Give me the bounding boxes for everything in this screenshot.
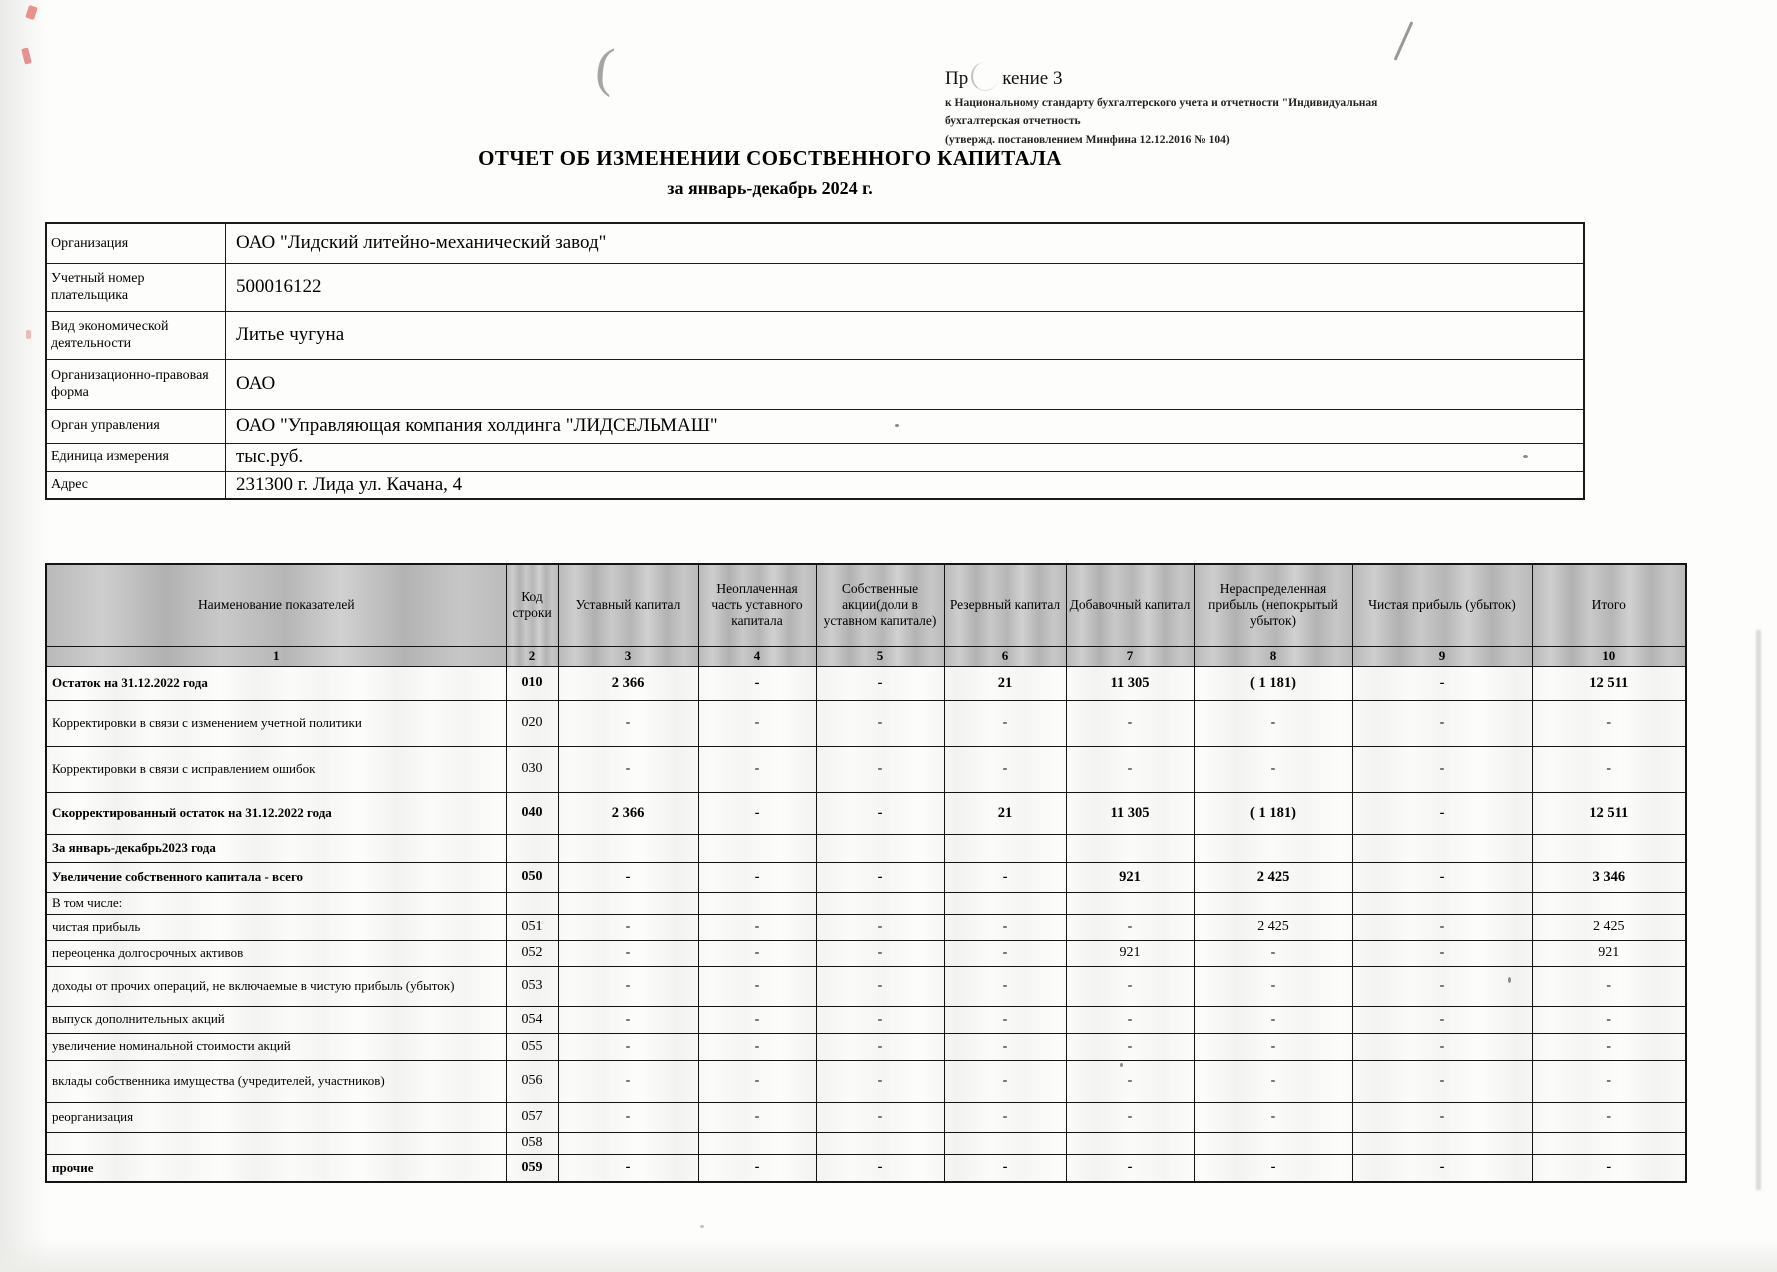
row-code	[506, 892, 558, 914]
info-row	[46, 471, 1584, 499]
row-label: За январь-декабрь2023 года	[46, 834, 506, 862]
row-value	[1194, 1132, 1352, 1154]
column-header: Чистая прибыль (убыток)	[1352, 564, 1532, 646]
column-number: 5	[816, 646, 944, 666]
info-label: Организация	[46, 223, 226, 263]
row-value	[1194, 834, 1352, 862]
row-value: -	[1532, 746, 1686, 792]
row-value: -	[816, 966, 944, 1006]
row-value: -	[1532, 1154, 1686, 1182]
row-label: Корректировки в связи с исправлением ошибок	[46, 746, 506, 792]
table-row	[46, 1132, 1686, 1154]
row-value: -	[698, 862, 816, 892]
row-value: -	[1532, 966, 1686, 1006]
row-value: -	[944, 1006, 1066, 1033]
row-value: -	[698, 1102, 816, 1132]
column-number: 9	[1352, 646, 1532, 666]
info-label: Вид экономической деятельности	[46, 311, 226, 359]
info-value: 231300 г. Лида ул. Качана, 4	[226, 471, 1585, 499]
row-value: -	[944, 1060, 1066, 1102]
table-row	[46, 700, 1686, 746]
row-value: -	[558, 1060, 698, 1102]
column-number: 3	[558, 646, 698, 666]
scan-red-mark	[26, 330, 31, 339]
row-value: -	[558, 914, 698, 940]
row-value: -	[1352, 746, 1532, 792]
row-value	[1352, 834, 1532, 862]
row-code: 058	[506, 1132, 558, 1154]
row-value: -	[698, 1033, 816, 1060]
info-row	[46, 409, 1584, 443]
row-code: 010	[506, 666, 558, 700]
info-label: Единица измерения	[46, 443, 226, 471]
row-value: -	[1194, 1154, 1352, 1182]
row-value: -	[698, 746, 816, 792]
row-value	[1352, 1132, 1532, 1154]
row-value: -	[944, 746, 1066, 792]
main-table-head	[46, 564, 1686, 666]
row-value: -	[944, 914, 1066, 940]
row-value: -	[1194, 940, 1352, 966]
row-value: 2 425	[1532, 914, 1686, 940]
row-code: 056	[506, 1060, 558, 1102]
row-value: -	[944, 1102, 1066, 1132]
row-code: 052	[506, 940, 558, 966]
row-value: -	[698, 792, 816, 834]
row-value: -	[816, 940, 944, 966]
row-value: -	[558, 1006, 698, 1033]
row-value: -	[816, 700, 944, 746]
row-value: -	[816, 746, 944, 792]
pen-stroke-artifact	[1394, 21, 1414, 61]
row-value: -	[944, 1154, 1066, 1182]
row-value: ( 1 181)	[1194, 792, 1352, 834]
table-row	[46, 862, 1686, 892]
report-period: за январь-декабрь 2024 г.	[667, 178, 873, 198]
row-value: -	[1194, 700, 1352, 746]
row-value: -	[944, 700, 1066, 746]
row-value: 921	[1066, 862, 1194, 892]
row-value	[816, 1132, 944, 1154]
row-value: -	[816, 792, 944, 834]
appendix-note	[945, 62, 1545, 149]
row-value: 21	[944, 792, 1066, 834]
row-label: доходы от прочих операций, не включаемые в чистую прибыль (убыток)	[46, 966, 506, 1006]
row-value: -	[558, 940, 698, 966]
row-value	[1532, 1132, 1686, 1154]
row-value	[1066, 892, 1194, 914]
row-value: 3 346	[1532, 862, 1686, 892]
info-value: ОАО "Лидский литейно-механический завод"	[226, 223, 1585, 263]
row-value: -	[1194, 1060, 1352, 1102]
row-label: переоценка долгосрочных активов	[46, 940, 506, 966]
info-table	[45, 222, 1585, 500]
row-code: 020	[506, 700, 558, 746]
row-value: 12 511	[1532, 792, 1686, 834]
table-row	[46, 834, 1686, 862]
row-value: -	[698, 966, 816, 1006]
info-label: Организационно-правовая форма	[46, 359, 226, 409]
row-label: Скорректированный остаток на 31.12.2022 года	[46, 792, 506, 834]
column-header: Собственные акции(доли в уставном капитале)	[816, 564, 944, 646]
info-row	[46, 359, 1584, 409]
table-row	[46, 792, 1686, 834]
table-row	[46, 1102, 1686, 1132]
row-value: -	[558, 1033, 698, 1060]
column-number: 10	[1532, 646, 1686, 666]
row-value: -	[1066, 1033, 1194, 1060]
info-table-body	[46, 223, 1584, 499]
row-label	[46, 1132, 506, 1154]
report-heading	[0, 146, 1540, 199]
row-value: -	[1066, 1060, 1194, 1102]
table-row	[46, 1060, 1686, 1102]
row-value: -	[698, 700, 816, 746]
info-value: ОАО "Управляющая компания холдинга "ЛИДСЕЛЬМАШ"	[226, 409, 1585, 443]
row-value	[698, 1132, 816, 1154]
column-numbers-row	[46, 646, 1686, 666]
row-value: -	[1066, 700, 1194, 746]
row-value	[1194, 892, 1352, 914]
column-headers-row	[46, 564, 1686, 646]
row-code: 057	[506, 1102, 558, 1132]
column-number: 2	[506, 646, 558, 666]
row-label: Корректировки в связи с изменением учетной политики	[46, 700, 506, 746]
row-value: -	[816, 1060, 944, 1102]
row-value: -	[1352, 940, 1532, 966]
row-value: -	[698, 1006, 816, 1033]
row-value	[944, 892, 1066, 914]
main-table-body	[46, 666, 1686, 1182]
row-value: -	[1352, 1154, 1532, 1182]
row-value	[1066, 1132, 1194, 1154]
info-value: ОАО	[226, 359, 1585, 409]
appendix-line-2: бухгалтерская отчетность	[945, 115, 1081, 128]
row-code: 051	[506, 914, 558, 940]
row-value: -	[944, 966, 1066, 1006]
row-value: -	[1066, 746, 1194, 792]
row-code: 054	[506, 1006, 558, 1033]
row-value	[698, 834, 816, 862]
row-value	[816, 892, 944, 914]
row-value: 2 425	[1194, 862, 1352, 892]
row-label: реорганизация	[46, 1102, 506, 1132]
row-value: -	[1352, 966, 1532, 1006]
appendix-line-3: (утвержд. постановлением Минфина 12.12.2016 № 104)	[945, 133, 1230, 146]
table-row	[46, 746, 1686, 792]
row-value: -	[1352, 666, 1532, 700]
column-number: 1	[46, 646, 506, 666]
row-value: -	[1194, 746, 1352, 792]
row-value	[944, 834, 1066, 862]
row-value: -	[1532, 700, 1686, 746]
row-value: -	[558, 966, 698, 1006]
row-value	[1532, 834, 1686, 862]
table-row	[46, 666, 1686, 700]
row-label: чистая прибыль	[46, 914, 506, 940]
row-value: 21	[944, 666, 1066, 700]
column-header: Итого	[1532, 564, 1686, 646]
table-row	[46, 914, 1686, 940]
row-value	[1352, 892, 1532, 914]
paren-artifact: (	[592, 36, 618, 98]
appendix-title	[945, 62, 1545, 91]
row-value: 2 366	[558, 792, 698, 834]
row-value: -	[1066, 1006, 1194, 1033]
row-value: -	[1066, 1154, 1194, 1182]
row-value	[816, 834, 944, 862]
row-value: -	[558, 700, 698, 746]
info-row	[46, 443, 1584, 471]
row-value: -	[698, 1154, 816, 1182]
row-value: -	[1532, 1006, 1686, 1033]
row-value: -	[1352, 914, 1532, 940]
row-value	[558, 892, 698, 914]
main-table	[45, 563, 1687, 1183]
info-row	[46, 263, 1584, 311]
appendix-line-1: к Национальному стандарту бухгалтерского учета и отчетности "Индивидуальная	[945, 96, 1378, 109]
row-code: 055	[506, 1033, 558, 1060]
appendix-title-prefix: Пр	[945, 68, 969, 89]
table-row	[46, 1006, 1686, 1033]
row-value: 11 305	[1066, 666, 1194, 700]
row-value: -	[1532, 1102, 1686, 1132]
row-value: 11 305	[1066, 792, 1194, 834]
info-value: 500016122	[226, 263, 1585, 311]
row-value	[558, 1132, 698, 1154]
row-value: 921	[1532, 940, 1686, 966]
row-value: -	[816, 1154, 944, 1182]
row-label: выпуск дополнительных акций	[46, 1006, 506, 1033]
info-row	[46, 311, 1584, 359]
table-row	[46, 1154, 1686, 1182]
column-header: Уставный капитал	[558, 564, 698, 646]
info-value: Литье чугуна	[226, 311, 1585, 359]
row-value	[1532, 892, 1686, 914]
row-value: -	[944, 862, 1066, 892]
row-value: -	[1352, 1033, 1532, 1060]
table-row	[46, 940, 1686, 966]
row-value: -	[1066, 966, 1194, 1006]
row-value: -	[558, 746, 698, 792]
appendix-title-suffix: кение 3	[1002, 68, 1063, 89]
column-header: Нераспределенная прибыль (непокрытый убыток)	[1194, 564, 1352, 646]
scan-speck	[700, 1225, 704, 1228]
row-value: -	[1194, 1033, 1352, 1060]
row-value: -	[1352, 1102, 1532, 1132]
row-value: -	[558, 1102, 698, 1132]
row-value: -	[1066, 1102, 1194, 1132]
column-header: Неоплаченная часть уставного капитала	[698, 564, 816, 646]
row-code: 053	[506, 966, 558, 1006]
row-value: 2 366	[558, 666, 698, 700]
row-code: 040	[506, 792, 558, 834]
row-value: -	[816, 862, 944, 892]
row-value: -	[1194, 1102, 1352, 1132]
row-value: -	[816, 1033, 944, 1060]
row-value: -	[816, 914, 944, 940]
row-value	[944, 1132, 1066, 1154]
row-value: -	[698, 1060, 816, 1102]
row-value: 921	[1066, 940, 1194, 966]
row-value: -	[816, 1102, 944, 1132]
row-code: 050	[506, 862, 558, 892]
scan-streak-right	[1756, 630, 1761, 1190]
row-label: Увеличение собственного капитала - всего	[46, 862, 506, 892]
column-number: 7	[1066, 646, 1194, 666]
report-title: ОТЧЕТ ОБ ИЗМЕНЕНИИ СОБСТВЕННОГО КАПИТАЛА	[478, 146, 1062, 170]
row-value	[558, 834, 698, 862]
column-header: Код строки	[506, 564, 558, 646]
row-value: -	[1352, 1006, 1532, 1033]
row-value: -	[1532, 1060, 1686, 1102]
row-value: -	[1352, 1060, 1532, 1102]
row-code: 059	[506, 1154, 558, 1182]
row-label: увеличение номинальной стоимости акций	[46, 1033, 506, 1060]
row-value: -	[944, 940, 1066, 966]
row-value: -	[1066, 914, 1194, 940]
scan-edge-bottom	[0, 1238, 1777, 1272]
row-label: Остаток на 31.12.2022 года	[46, 666, 506, 700]
whiteout-blob-artifact	[971, 62, 999, 91]
row-value: -	[816, 666, 944, 700]
row-value: -	[558, 862, 698, 892]
table-row	[46, 892, 1686, 914]
column-number: 4	[698, 646, 816, 666]
row-value	[1066, 834, 1194, 862]
row-value: -	[698, 666, 816, 700]
row-value: 12 511	[1532, 666, 1686, 700]
column-header: Добавочный капитал	[1066, 564, 1194, 646]
row-value: -	[1532, 1033, 1686, 1060]
row-value: -	[944, 1033, 1066, 1060]
row-value: -	[1352, 862, 1532, 892]
column-header: Наименование показателей	[46, 564, 506, 646]
row-value: 2 425	[1194, 914, 1352, 940]
row-value: -	[1352, 700, 1532, 746]
column-header: Резервный капитал	[944, 564, 1066, 646]
row-value: -	[1352, 792, 1532, 834]
row-value: -	[558, 1154, 698, 1182]
row-label: вклады собственника имущества (учредителей, участников)	[46, 1060, 506, 1102]
row-value: -	[1194, 966, 1352, 1006]
table-row	[46, 966, 1686, 1006]
info-value: тыс.руб.	[226, 443, 1585, 471]
info-row	[46, 223, 1584, 263]
row-value: -	[698, 940, 816, 966]
info-label: Учетный номер плательщика	[46, 263, 226, 311]
row-value	[698, 892, 816, 914]
row-value: ( 1 181)	[1194, 666, 1352, 700]
column-number: 6	[944, 646, 1066, 666]
row-label: прочие	[46, 1154, 506, 1182]
row-value: -	[698, 914, 816, 940]
row-code: 030	[506, 746, 558, 792]
info-label: Орган управления	[46, 409, 226, 443]
info-label: Адрес	[46, 471, 226, 499]
row-label: В том числе:	[46, 892, 506, 914]
column-number: 8	[1194, 646, 1352, 666]
row-value: -	[816, 1006, 944, 1033]
row-value: -	[1194, 1006, 1352, 1033]
table-row	[46, 1033, 1686, 1060]
row-code	[506, 834, 558, 862]
